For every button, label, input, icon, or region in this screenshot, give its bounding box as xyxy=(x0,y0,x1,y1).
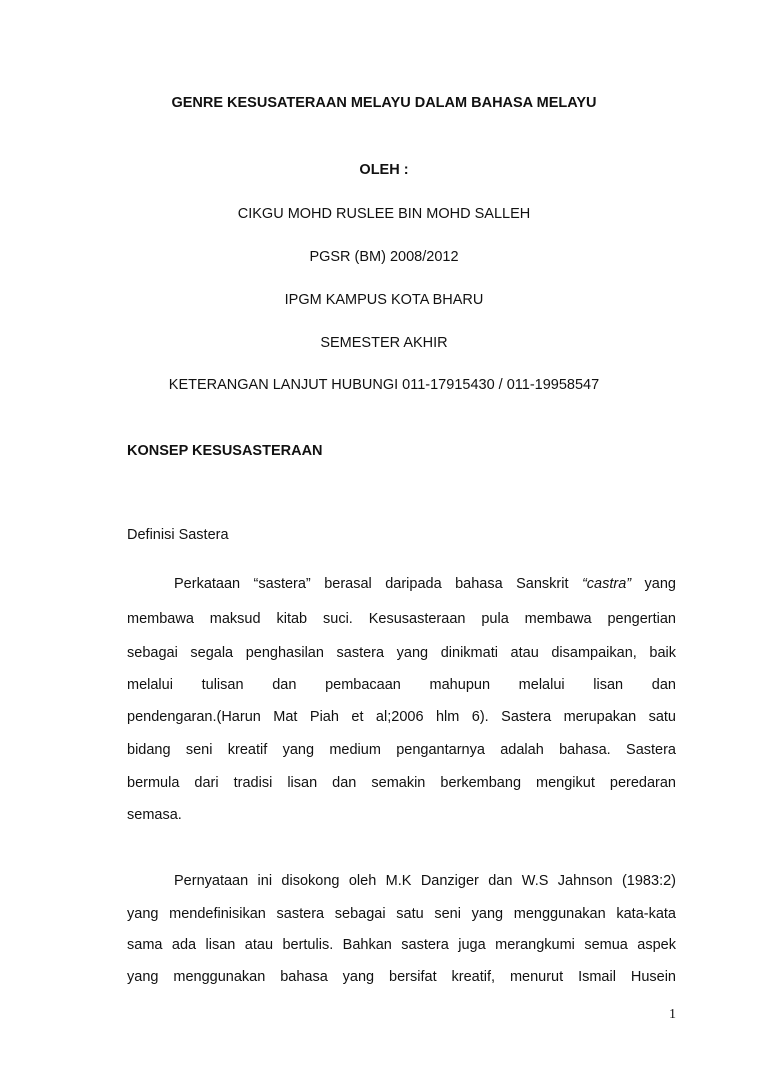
paragraph-line: sama ada lisan atau bertulis. Bahkan sastera juga merangkumi semua aspek xyxy=(127,937,676,953)
paragraph-line: bermula dari tradisi lisan dan semakin berkembang mengikut peredaran xyxy=(127,775,676,791)
term-castra: “castra” xyxy=(581,576,632,592)
paragraph-line: melalui tulisan dan pembacaan mahupun melalui lisan dan xyxy=(127,677,676,693)
contact-info: KETERANGAN LANJUT HUBUNGI 011-17915430 / 011-19958547 xyxy=(168,377,600,393)
paragraph-line: sebagai segala penghasilan sastera yang dinikmati atau disampaikan, baik xyxy=(127,645,676,661)
program-code: PGSR (BM) 2008/2012 xyxy=(309,249,459,265)
paragraph-line: yang mendefinisikan sastera sebagai satu seni yang menggunakan kata-kata xyxy=(127,906,676,922)
subheading-definisi: Definisi Sastera xyxy=(127,527,229,543)
institution-name: IPGM KAMPUS KOTA BHARU xyxy=(284,292,484,308)
document-title: GENRE KESUSATERAAN MELAYU DALAM BAHASA MELAYU xyxy=(171,95,597,111)
section-heading: KONSEP KESUSASTERAAN xyxy=(127,443,323,459)
paragraph-line: bidang seni kreatif yang medium pengantarnya adalah bahasa. Sastera xyxy=(127,742,676,758)
semester-label: SEMESTER AKHIR xyxy=(320,335,448,351)
paragraph-line: Perkataan “sastera” berasal daripada bahasa Sanskrit “castra” yang xyxy=(174,576,676,592)
paragraph-line: pendengaran.(Harun Mat Piah et al;2006 hlm 6). Sastera merupakan satu xyxy=(127,709,676,725)
byline-label: OLEH : xyxy=(359,162,409,178)
paragraph-line: Pernyataan ini disokong oleh M.K Danziger dan W.S Jahnson (1983:2) xyxy=(174,873,676,889)
paragraph-line: semasa. xyxy=(127,807,182,823)
author-name: CIKGU MOHD RUSLEE BIN MOHD SALLEH xyxy=(237,206,531,222)
page-number: 1 xyxy=(669,1007,676,1022)
paragraph-line: membawa maksud kitab suci. Kesusasteraan pula membawa pengertian xyxy=(127,611,676,627)
paragraph-line: yang menggunakan bahasa yang bersifat kreatif, menurut Ismail Husein xyxy=(127,969,676,985)
